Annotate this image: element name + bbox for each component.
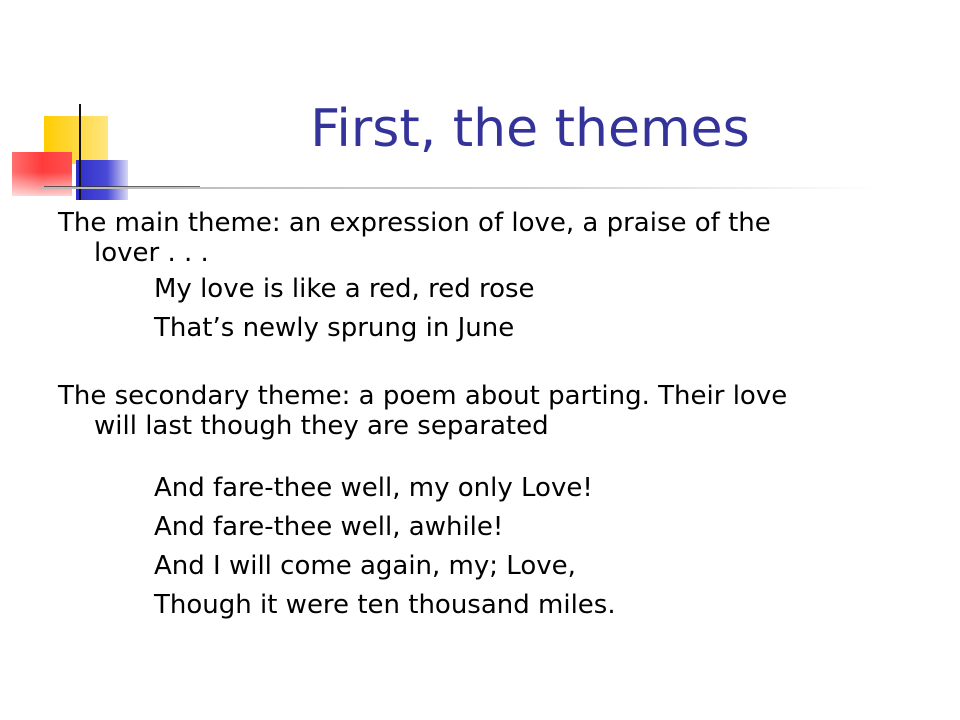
main-theme-line-2: lover . . . <box>94 238 209 268</box>
verse-line: And fare-thee well, my only Love! <box>154 473 593 503</box>
deco-blue-square <box>76 160 128 200</box>
decorative-squares-logo <box>0 0 200 200</box>
verse-line: And fare-thee well, awhile! <box>154 512 504 542</box>
verse-line: And I will come again, my; Love, <box>154 551 576 581</box>
main-theme-paragraph <box>58 208 918 268</box>
verse-line: That’s newly sprung in June <box>154 313 515 343</box>
verse-line: Though it were ten thousand miles. <box>154 590 616 620</box>
slide-title: First, the themes <box>310 99 750 159</box>
secondary-theme-line-1: The secondary theme: a poem about parting. Their love <box>58 381 788 411</box>
secondary-theme-paragraph <box>58 381 918 441</box>
title-underline <box>40 187 880 189</box>
slide-body <box>58 208 918 620</box>
verse-line: My love is like a red, red rose <box>154 274 535 304</box>
secondary-theme-line-2: will last though they are separated <box>94 411 549 441</box>
main-theme-line-1: The main theme: an expression of love, a praise of the <box>58 208 771 238</box>
